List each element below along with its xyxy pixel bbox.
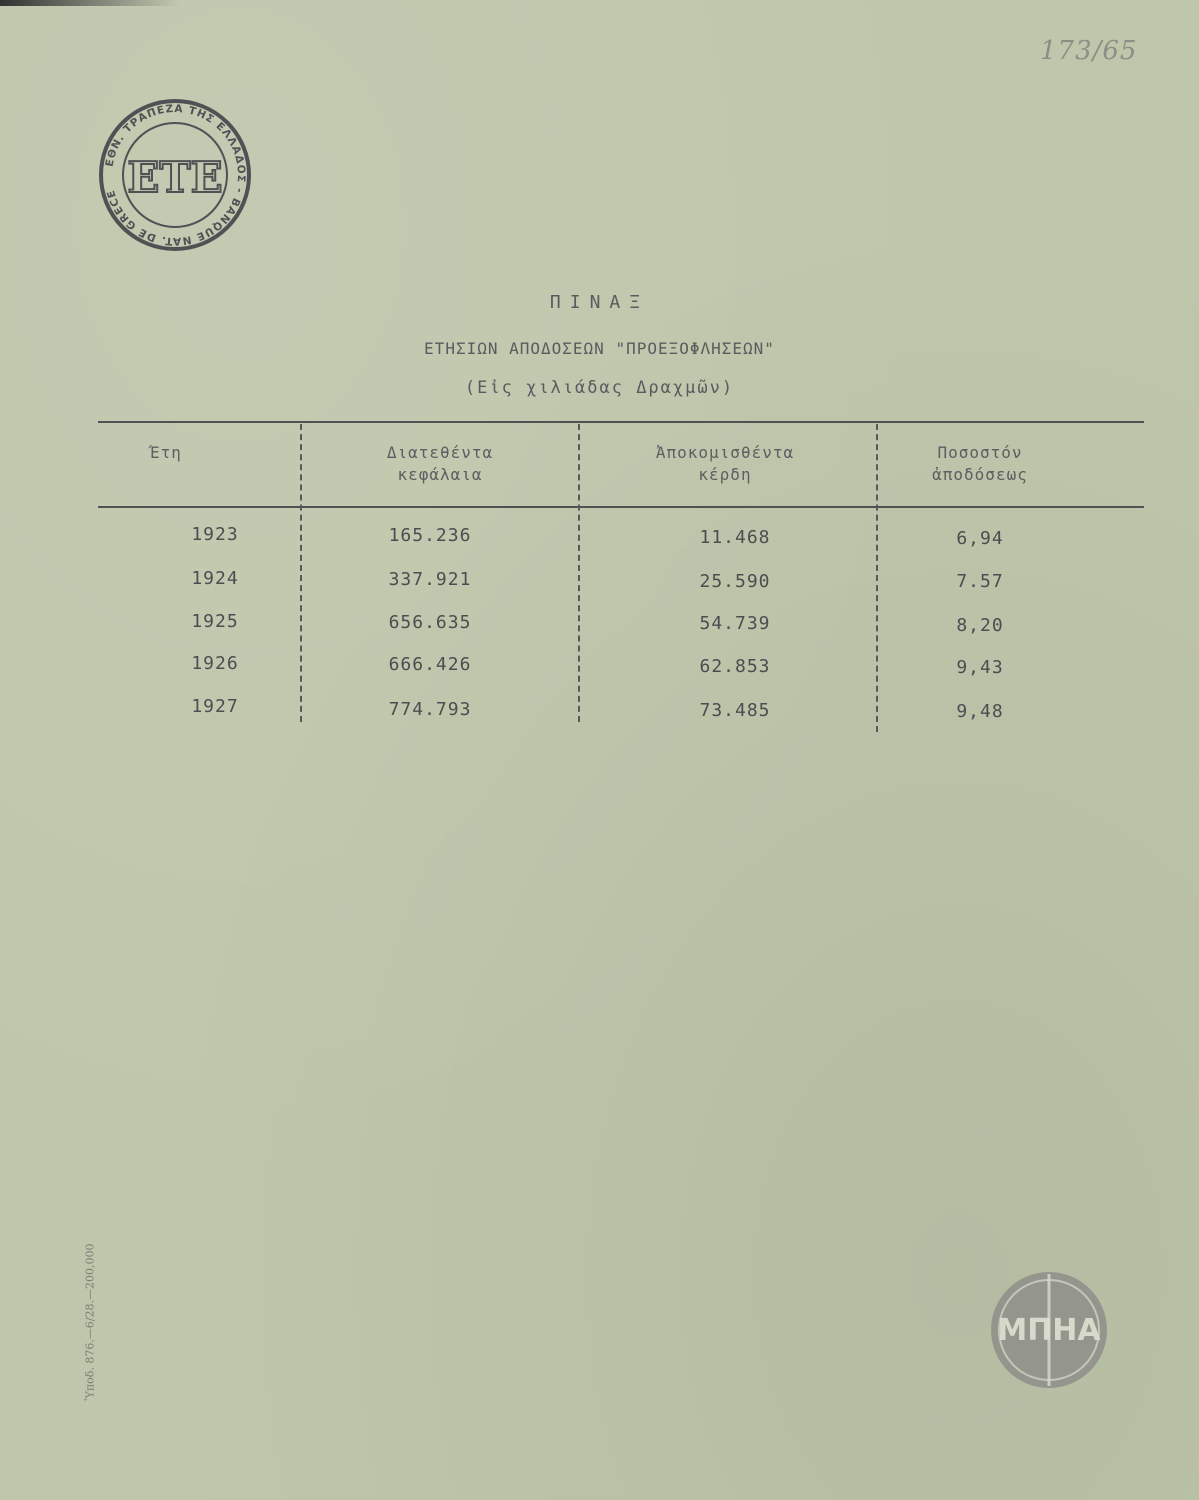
cell-profit: 25.590 xyxy=(699,571,771,592)
column-header-years: Έτη xyxy=(150,443,182,462)
cell-yield: 7.57 xyxy=(956,571,1004,592)
table-title: ΠΙΝΑΞ xyxy=(549,292,650,313)
archive-stamp-logo xyxy=(987,1268,1111,1392)
cell-yield: 9,48 xyxy=(956,701,1004,722)
table-header-rule xyxy=(98,506,1144,508)
cell-capital: 666.426 xyxy=(388,654,472,675)
cell-yield: 6,94 xyxy=(956,528,1004,549)
cell-capital: 656.635 xyxy=(388,612,472,633)
cell-capital: 165.236 xyxy=(388,525,472,546)
cell-yield: 9,43 xyxy=(956,657,1004,678)
column-header-capital: Διατεθέντα κεφάλαια xyxy=(386,443,494,484)
table-unit-note: (Εἰς χιλιάδας Δραχμῶν) xyxy=(464,378,735,398)
bank-seal-stamp xyxy=(96,96,254,254)
cell-profit: 54.739 xyxy=(699,613,771,634)
corner-mark xyxy=(0,0,180,6)
cell-year: 1927 xyxy=(191,696,239,717)
cell-year: 1926 xyxy=(191,653,239,674)
column-divider xyxy=(300,424,302,722)
cell-year: 1924 xyxy=(191,568,239,589)
cell-profit: 73.485 xyxy=(699,700,771,721)
cell-capital: 337.921 xyxy=(388,569,472,590)
cell-yield: 8,20 xyxy=(956,615,1004,636)
column-divider xyxy=(876,424,878,732)
table-subtitle: ΕΤΗΣΙΩΝ ΑΠΟΔΟΣΕΩΝ "ΠΡΟΕΞΟΦΛΗΣΕΩΝ" xyxy=(424,339,775,358)
seal-monogram: ΕΤΕ xyxy=(127,153,223,202)
printer-imprint-text: Ὑποδ. 876.—6/28.—200,000 xyxy=(83,1243,97,1401)
seal-ring-text: ΕΘΝ. ΤΡΑΠΕΖΑ ΤΗΣ ΕΛΛΑΔΟΣ - BANQUE NAT. DE GRECE xyxy=(103,102,248,248)
printer-imprint xyxy=(82,1232,98,1412)
cell-year: 1925 xyxy=(191,611,239,632)
cell-profit: 62.853 xyxy=(699,656,771,677)
archive-reference-number: 173/65 xyxy=(1040,36,1138,66)
cell-year: 1923 xyxy=(191,524,239,545)
archive-stamp-text: ΜΠΗΑ xyxy=(997,1313,1101,1348)
cell-capital: 774.793 xyxy=(388,699,472,720)
column-header-profit: Ἀποκομισθέντα κέρδη xyxy=(655,443,795,484)
column-divider xyxy=(578,424,580,722)
cell-profit: 11.468 xyxy=(699,527,771,548)
table-top-rule xyxy=(98,421,1144,423)
column-header-yield: Ποσοστόν ἀποδόσεως xyxy=(932,443,1028,484)
